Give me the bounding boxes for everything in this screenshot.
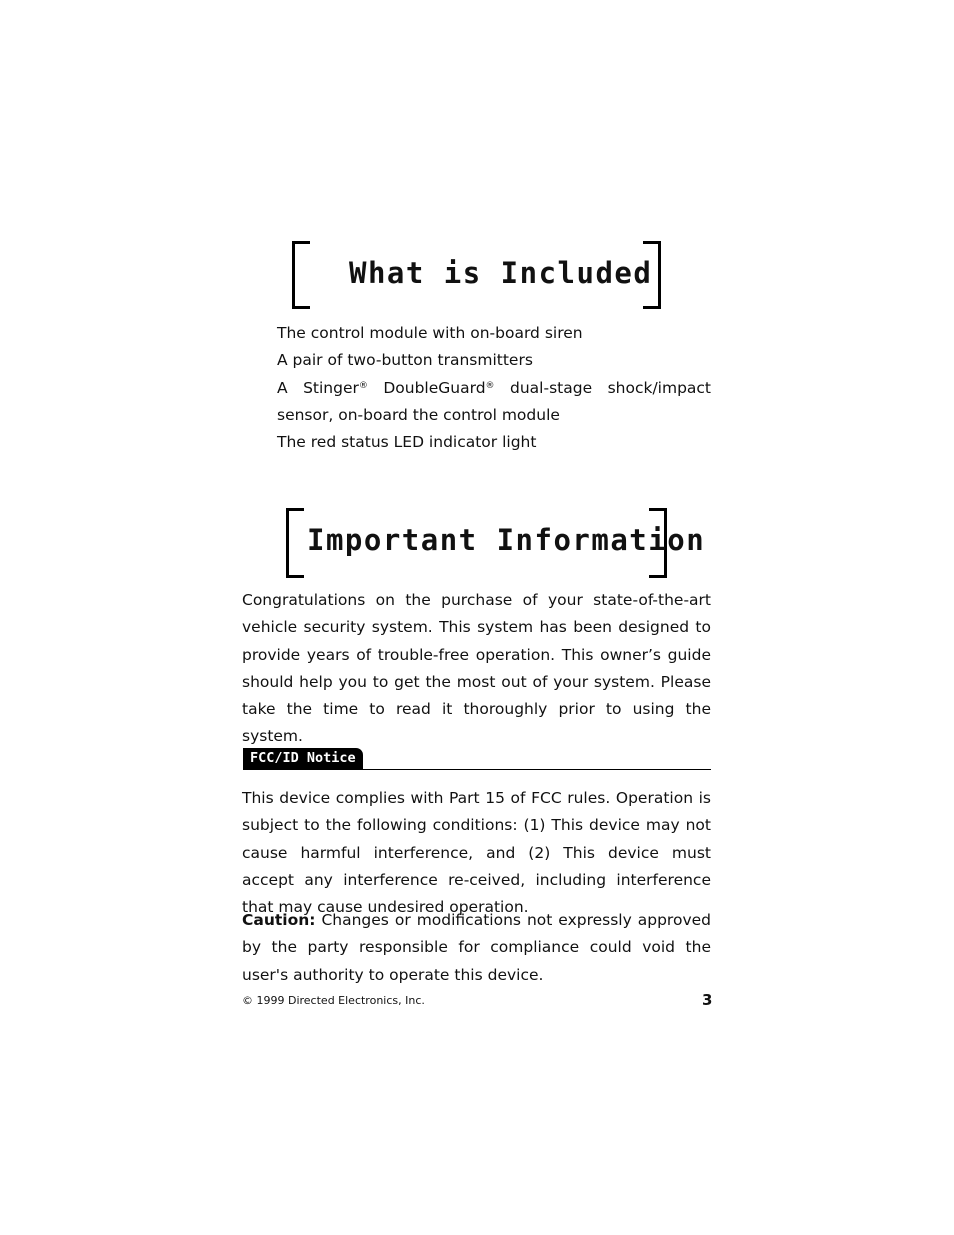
caution-paragraph <box>242 907 711 989</box>
section-title-important-information: Important Information <box>307 523 706 557</box>
caution-text: Changes or modifications not expressly approved by the party responsible for compliance could void the user's authority to operate this device. <box>242 911 711 984</box>
registered-mark: ® <box>358 380 368 391</box>
caution-label: Caution: <box>242 911 316 929</box>
list-item: A pair of two-button transmitters <box>277 351 533 370</box>
heading-bracket-left <box>292 241 310 309</box>
registered-mark: ® <box>485 380 495 391</box>
included-items-list <box>277 320 711 456</box>
fcc-notice-label: FCC/ID Notice <box>243 748 363 770</box>
heading-bracket-left <box>286 508 304 578</box>
notice-divider <box>243 769 711 770</box>
list-item <box>277 375 711 430</box>
important-paragraph: Congratulations on the purchase of your state-of-the-art vehicle security system. This system has been designed to provide years of trouble-free operation. This owner’s guide should help you to get the most out of your system. Please take the time to read it thoroughly prior to using the system. <box>242 591 711 746</box>
section-title-what-is-included: What is Included <box>349 256 653 290</box>
sensor-text-part3: dual-stage shock/impact sensor, on-board the control module <box>277 378 712 424</box>
copyright-notice: © 1999 Directed Electronics, Inc. <box>242 994 425 1007</box>
sensor-text-part2: DoubleGuard <box>367 378 486 397</box>
list-item: The red status LED indicator light <box>277 433 537 452</box>
list-item: The control module with on-board siren <box>277 324 583 342</box>
page-number: 3 <box>702 991 713 1009</box>
fcc-paragraph: This device complies with Part 15 of FCC rules. Operation is subject to the following conditions: (1) This device may not cause harmful interference, and (2) This device must accept any interference re-ceived, including interference that may cause undesired operation. <box>242 789 711 917</box>
sensor-text-part1: A Stinger <box>277 378 359 397</box>
